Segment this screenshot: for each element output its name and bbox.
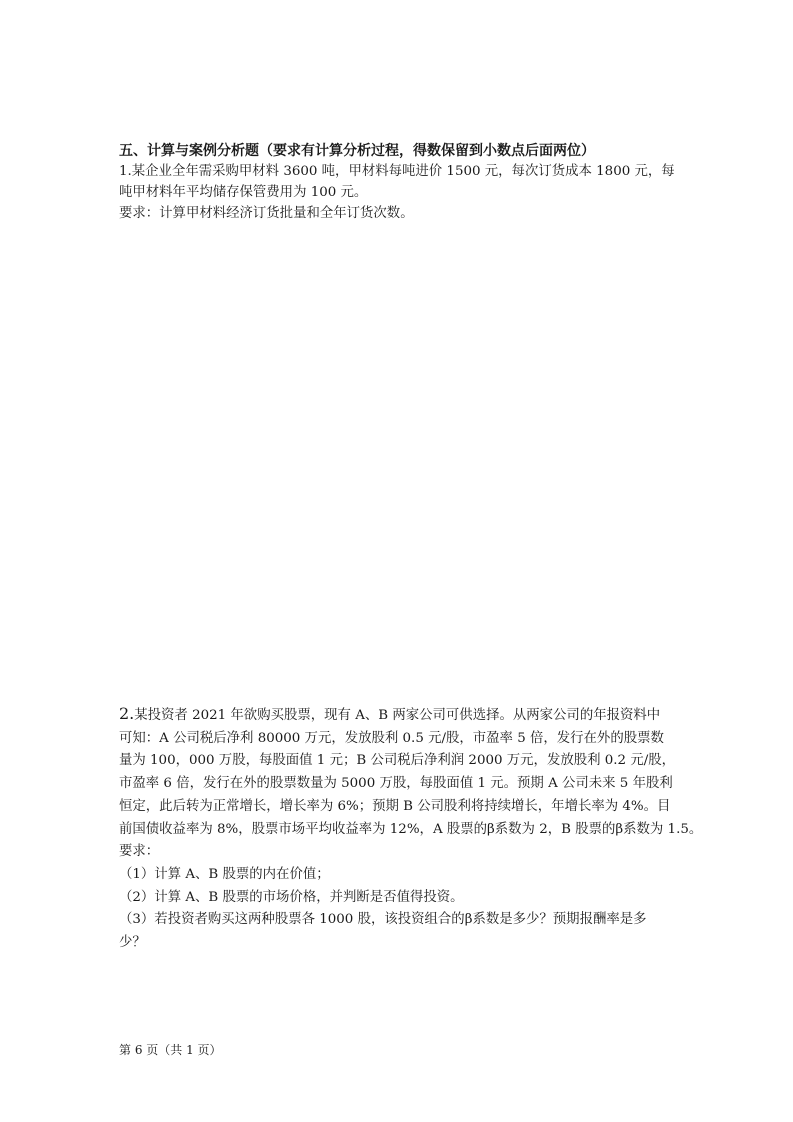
- question-2-line: [119, 703, 679, 728]
- section-heading: 五、计算与案例分析题（要求有计算分析过程，得数保留到小数点后面两位）: [119, 143, 595, 159]
- question-1-requirement: 要求：计算甲材料经济订货批量和全年订货次数。: [119, 206, 414, 221]
- question-2: [119, 703, 703, 955]
- question-1: [119, 161, 679, 224]
- question-2-line: 可知：A 公司税后净利 80000 万元，发放股利 0.5 元/股，市盈率 5 倍，发行在外的股票数: [119, 730, 664, 746]
- question-2-subquestion-1: （1）计算 A、B 股票的内在价值；: [119, 866, 330, 882]
- question-2-subquestion-2: （2）计算 A、B 股票的市场价格，并判断是否值得投资。: [119, 889, 464, 905]
- question-2-line-text: 某投资者 2021 年欲购买股票，现有 A、B 两家公司可供选择。从两家公司的年报资料中: [134, 708, 661, 723]
- question-2-number: 2.: [119, 704, 135, 723]
- question-2-requirement-label: 要求：: [119, 844, 160, 860]
- question-2-subquestion-3-cont: 少？: [119, 935, 146, 951]
- question-1-line: 1.某企业全年需采购甲材料 3600 吨，甲材料每吨进价 1500 元，每次订货成本 1800 元，每: [119, 164, 675, 179]
- question-2-line: 前国债收益率为 8%，股票市场平均收益率为 12%，A 股票的β系数为 2，B 股票的β系数为 1.5。: [119, 821, 703, 837]
- question-1-line: 吨甲材料年平均储存保管费用为 100 元。: [119, 185, 368, 200]
- question-2-line: 量为 100，000 万股，每股面值 1 元；B 公司税后净利润 2000 万元，发放股利 0.2 元/股，: [119, 753, 675, 769]
- page-footer: 第 6 页（共 1 页）: [119, 1043, 222, 1057]
- question-2-line: 恒定，此后转为正常增长，增长率为 6%；预期 B 公司股利将持续增长，年增长率为 4%。目: [119, 798, 671, 814]
- question-2-subquestion-3: （3）若投资者购买这两种股票各 1000 股，该投资组合的β系数是多少？预期报酬率是多: [119, 912, 647, 928]
- question-2-line: 市盈率 6 倍，发行在外的股票数量为 5000 万股，每股面值 1 元。预期 A 公司未来 5 年股利: [119, 776, 673, 792]
